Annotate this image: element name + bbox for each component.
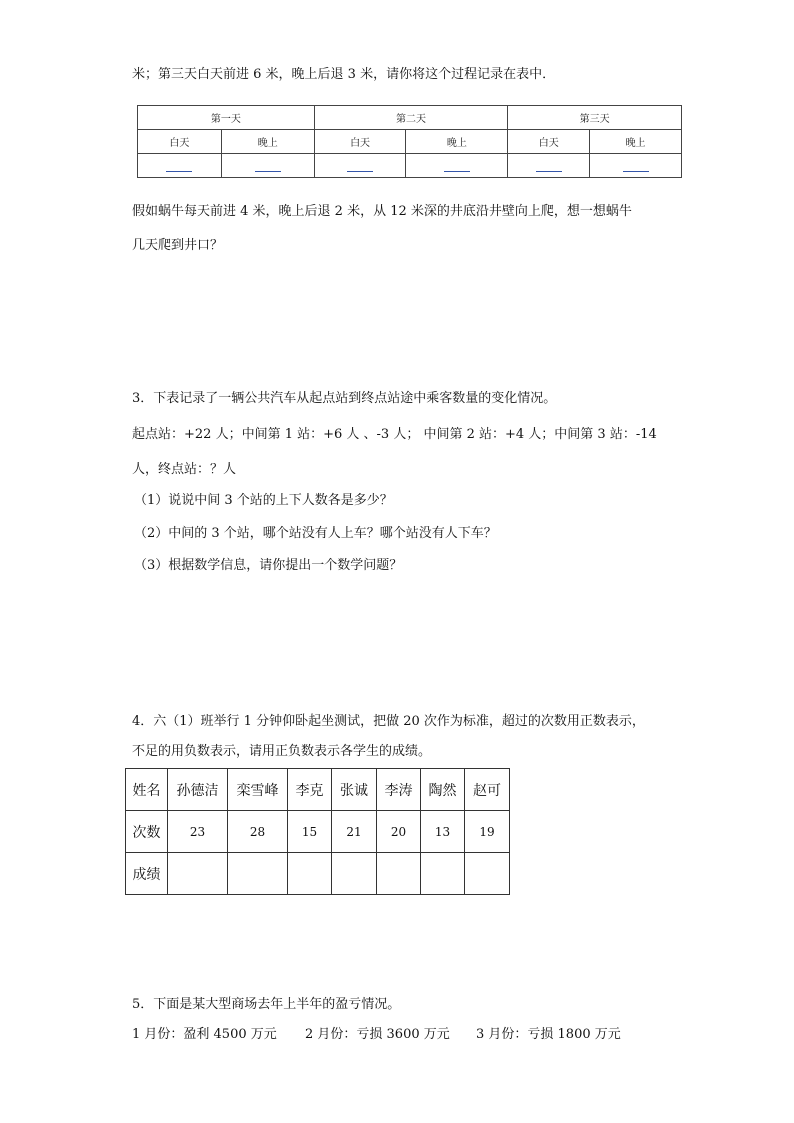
table1-subheader: 白天 bbox=[314, 130, 406, 154]
score-cell[interactable] bbox=[465, 853, 510, 895]
table1-day-2: 第二天 bbox=[314, 106, 508, 130]
table1-answer-cell[interactable] bbox=[138, 154, 222, 178]
student-count: 15 bbox=[288, 811, 332, 853]
student-count: 21 bbox=[332, 811, 377, 853]
answer-blank[interactable] bbox=[347, 159, 373, 172]
student-count: 13 bbox=[421, 811, 465, 853]
q5-title: 5．下面是某大型商场去年上半年的盈亏情况。 bbox=[132, 997, 401, 1012]
student-name: 张诚 bbox=[332, 769, 377, 811]
q3-sub1: （1）说说中间 3 个站的上下人数各是多少？ bbox=[134, 493, 393, 508]
score-cell[interactable] bbox=[377, 853, 421, 895]
table1-answer-cell[interactable] bbox=[508, 154, 590, 178]
answer-blank[interactable] bbox=[255, 159, 281, 172]
student-name: 李克 bbox=[288, 769, 332, 811]
score-cell[interactable] bbox=[332, 853, 377, 895]
snail-question-line2: 几天爬到井口？ bbox=[132, 238, 224, 253]
q3-sub2: （2）中间的 3 个站，哪个站没有人上车？哪个站没有人下车？ bbox=[134, 526, 497, 541]
score-cell[interactable] bbox=[228, 853, 288, 895]
table1-answer-cell[interactable] bbox=[221, 154, 314, 178]
snail-question-line1: 假如蜗牛每天前进 4 米，晚上后退 2 米，从 12 米深的井底沿井壁向上爬，想一想蜗牛 bbox=[132, 204, 632, 219]
table1-answer-cell[interactable] bbox=[406, 154, 508, 178]
table1-subheader: 晚上 bbox=[406, 130, 508, 154]
row-label-score: 成绩 bbox=[126, 853, 168, 895]
q5-month-3: 3 月份：亏损 1800 万元 bbox=[476, 1027, 621, 1042]
table1-day-3: 第三天 bbox=[508, 106, 682, 130]
score-cell[interactable] bbox=[168, 853, 228, 895]
student-name: 赵可 bbox=[465, 769, 510, 811]
student-count: 20 bbox=[377, 811, 421, 853]
student-name: 李涛 bbox=[377, 769, 421, 811]
table1-answer-cell[interactable] bbox=[590, 154, 682, 178]
row-label-count: 次数 bbox=[126, 811, 168, 853]
intro-line: 米；第三天白天前进 6 米，晚上后退 3 米，请你将这个过程记录在表中． bbox=[132, 67, 556, 82]
q5-month-2: 2 月份：亏损 3600 万元 bbox=[305, 1027, 450, 1042]
table1-subheader: 晚上 bbox=[221, 130, 314, 154]
q5-month-1: 1 月份：盈利 4500 万元 bbox=[132, 1027, 277, 1042]
table1-subheader: 白天 bbox=[508, 130, 590, 154]
answer-blank[interactable] bbox=[536, 159, 562, 172]
score-cell[interactable] bbox=[288, 853, 332, 895]
student-count: 28 bbox=[228, 811, 288, 853]
answer-blank[interactable] bbox=[623, 159, 649, 172]
answer-blank[interactable] bbox=[444, 159, 470, 172]
student-name: 栾雪峰 bbox=[228, 769, 288, 811]
score-cell[interactable] bbox=[421, 853, 465, 895]
snail-record-table bbox=[137, 105, 682, 178]
row-label-name: 姓名 bbox=[126, 769, 168, 811]
student-count: 23 bbox=[168, 811, 228, 853]
table1-day-1: 第一天 bbox=[138, 106, 315, 130]
q3-data-line1: 起点站：+22 人；中间第 1 站：+6 人 、-3 人； 中间第 2 站：+4 人；中间第 3 站：-14 bbox=[132, 427, 657, 442]
student-count: 19 bbox=[465, 811, 510, 853]
table1-subheader: 白天 bbox=[138, 130, 222, 154]
q3-title: 3．下表记录了一辆公共汽车从起点站到终点站途中乘客数量的变化情况。 bbox=[132, 391, 557, 406]
q3-data-line2: 人，终点站：？人 bbox=[132, 462, 237, 477]
student-name: 孙德洁 bbox=[168, 769, 228, 811]
student-name: 陶然 bbox=[421, 769, 465, 811]
situp-score-table bbox=[125, 768, 510, 895]
q3-sub3: （3）根据数学信息，请你提出一个数学问题？ bbox=[134, 558, 403, 573]
table1-subheader: 晚上 bbox=[590, 130, 682, 154]
q4-line1: 4．六（1）班举行 1 分钟仰卧起坐测试，把做 20 次作为标准，超过的次数用正数表示， bbox=[132, 714, 645, 729]
q4-line2: 不足的用负数表示，请用正负数表示各学生的成绩。 bbox=[132, 744, 432, 759]
answer-blank[interactable] bbox=[166, 159, 192, 172]
table1-answer-cell[interactable] bbox=[314, 154, 406, 178]
